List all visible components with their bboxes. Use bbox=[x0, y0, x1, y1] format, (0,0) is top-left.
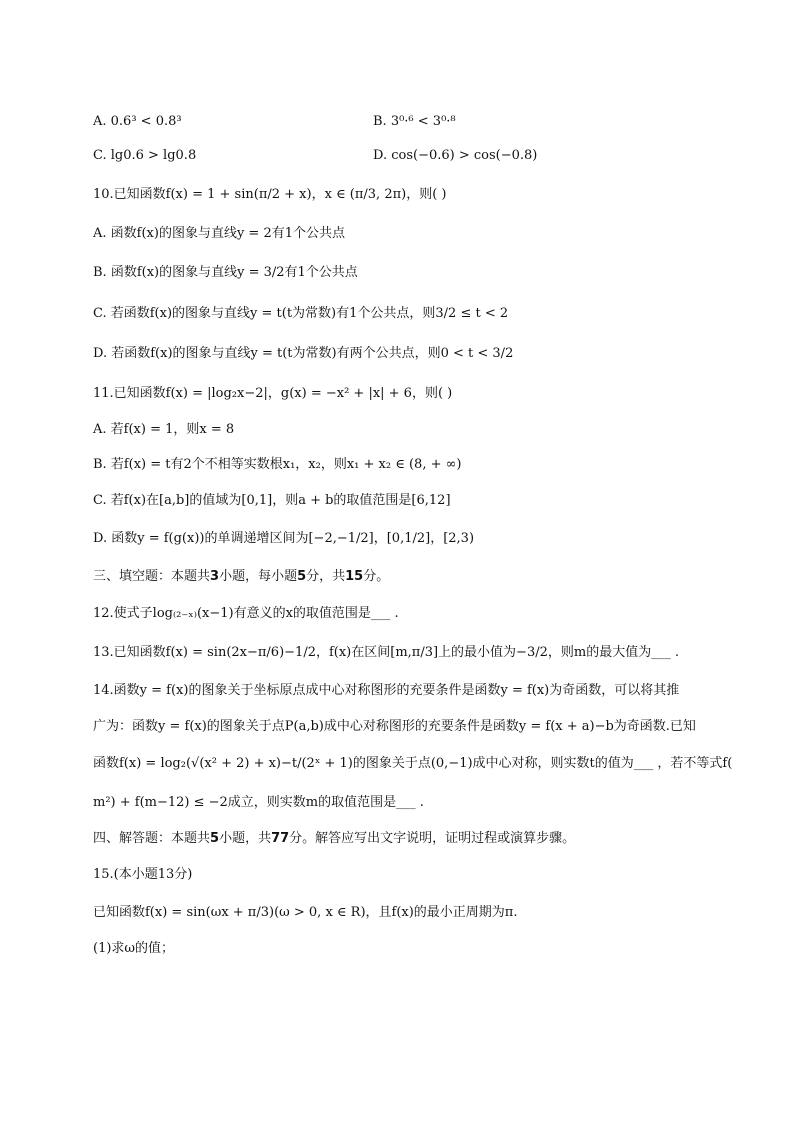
q9-option-b: B. 3⁰·⁶ < 3⁰·⁸ bbox=[373, 114, 456, 129]
q11-option-b: B. 若f(x) = t有2个不相等实数根x₁，x₂，则x₁ + x₂ ∈ (8, + ∞) bbox=[93, 457, 462, 472]
q10-option-a: A. 函数f(x)的图象与直线y = 2有1个公共点 bbox=[93, 226, 345, 241]
q11-option-d: D. 函数y = f(g(x))的单调递增区间为[−2,−1/2]，[0,1/2]，[2,3) bbox=[93, 531, 475, 546]
section-3-heading: 三、填空题：本题共3小题，每小题5分，共15分。 bbox=[93, 569, 390, 584]
q9-option-c: C. lg0.6 > lg0.8 bbox=[93, 148, 197, 163]
section-4-heading: 四、解答题：本题共5小题，共77分。解答应写出文字说明，证明过程或演算步骤。 bbox=[93, 831, 576, 846]
q12-text: 12.使式子log₍₂₋ₓ₎(x−1)有意义的x的取值范围是___ . bbox=[93, 606, 399, 621]
q10-option-c: C. 若函数f(x)的图象与直线y = t(t为常数)有1个公共点，则3/2 ≤ t < 2 bbox=[93, 306, 509, 321]
q10-option-d: D. 若函数f(x)的图象与直线y = t(t为常数)有两个公共点，则0 < t < 3/2 bbox=[93, 346, 514, 361]
q11-stem: 11.已知函数f(x) = |log₂x−2|，g(x) = −x² + |x| + 6，则( ) bbox=[93, 386, 453, 401]
q13-text: 13.已知函数f(x) = sin(2x−π/6)−1/2，f(x)在区间[m,π/3]上的最小值为−3/2，则m的最大值为___ . bbox=[93, 645, 679, 660]
q11-option-c: C. 若f(x)在[a,b]的值域为[0,1]，则a + b的取值范围是[6,12] bbox=[93, 493, 451, 508]
q15-stem: 已知函数f(x) = sin(ωx + π/3)(ω > 0, x ∈ R)，且f(x)的最小正周期为π. bbox=[93, 905, 518, 920]
q14-line-2: 广为：函数y = f(x)的图象关于点P(a,b)成中心对称图形的充要条件是函数y = f(x + a)−b为奇函数.已知 bbox=[93, 719, 696, 734]
q14-line-1: 14.函数y = f(x)的图象关于坐标原点成中心对称图形的充要条件是函数y = f(x)为奇函数，可以将其推 bbox=[93, 683, 680, 698]
q15-part-1: (1)求ω的值； bbox=[93, 941, 175, 956]
q14-line-3: 函数f(x) = log₂(√(x² + 2) + x)−t/(2ˣ + 1)的图象关于点(0,−1)成中心对称，则实数t的值为___ ，若不等式f( bbox=[93, 756, 733, 771]
q10-stem: 10.已知函数f(x) = 1 + sin(π/2 + x)，x ∈ (π/3, 2π)，则( ) bbox=[93, 187, 447, 202]
q11-option-a: A. 若f(x) = 1，则x = 8 bbox=[93, 422, 235, 437]
q15-header: 15.(本小题13分) bbox=[93, 867, 193, 882]
q14-line-4: m²) + f(m−12) ≤ −2成立，则实数m的取值范围是___ . bbox=[93, 795, 424, 810]
q9-option-a: A. 0.6³ < 0.8³ bbox=[93, 114, 182, 129]
q9-option-d: D. cos(−0.6) > cos(−0.8) bbox=[373, 148, 538, 163]
q10-option-b: B. 函数f(x)的图象与直线y = 3/2有1个公共点 bbox=[93, 265, 358, 280]
